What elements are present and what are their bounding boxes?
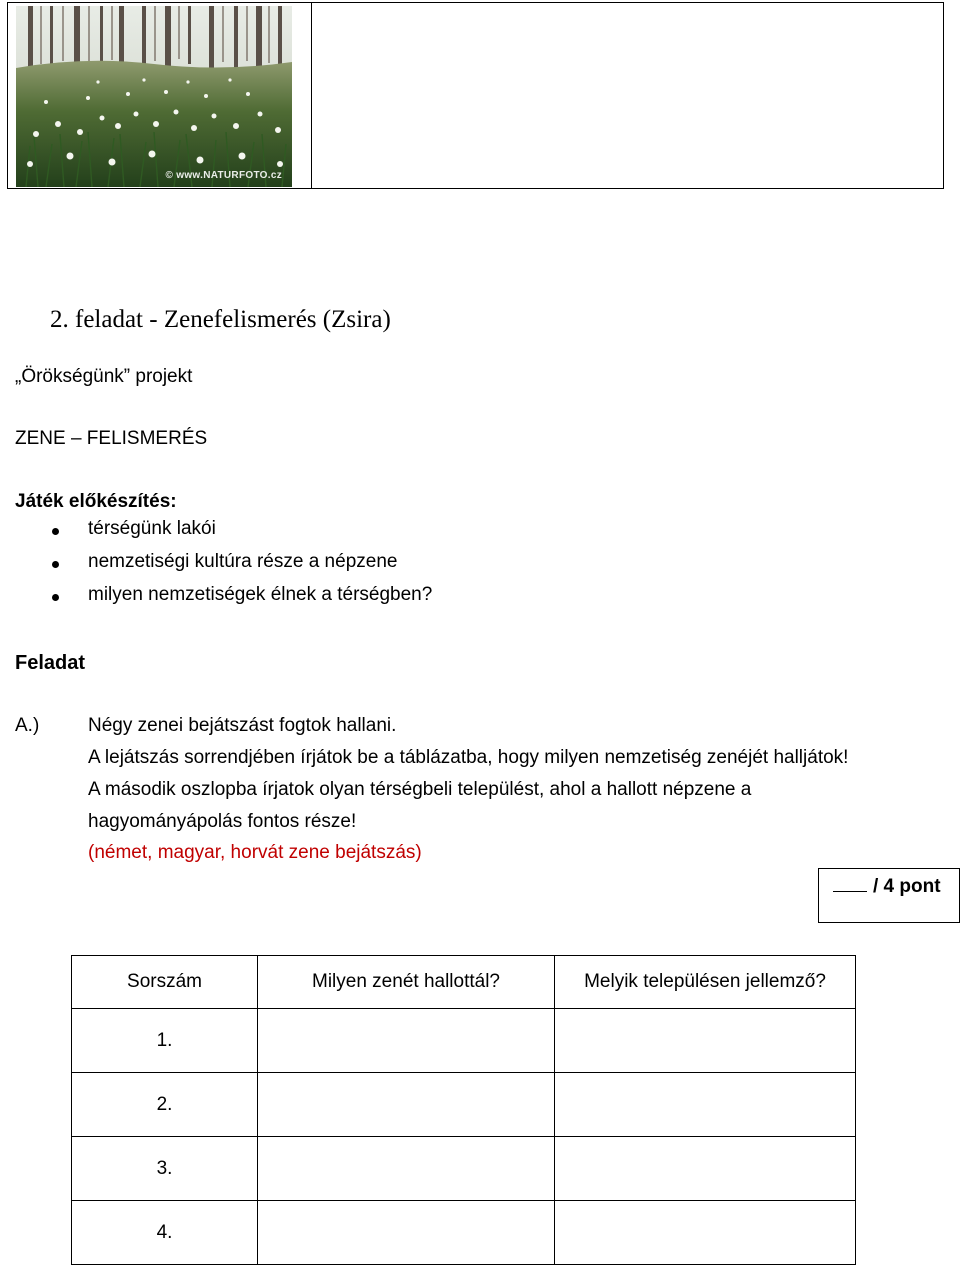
task-line: A második oszlopba írjatok olyan térségbeli települést, ahol a hallott népzene a <box>88 779 752 800</box>
list-item: nemzetiségi kultúra része a népzene <box>52 551 432 584</box>
task-note: (német, magyar, horvát zene bejátszás) <box>88 842 422 863</box>
music-cell[interactable] <box>258 1137 555 1201</box>
prep-list <box>52 518 432 617</box>
settlement-cell[interactable] <box>555 1073 856 1137</box>
prep-heading: Játék előkészítés: <box>15 491 177 512</box>
music-cell[interactable] <box>258 1201 555 1265</box>
task-heading: Feladat <box>15 652 86 674</box>
row-number: 4. <box>72 1201 258 1265</box>
table-row <box>72 1009 856 1073</box>
image-table <box>7 2 944 189</box>
settlement-cell[interactable] <box>555 1137 856 1201</box>
score-label: / 4 pont <box>873 876 941 897</box>
project-name: „Örökségünk” projekt <box>15 366 193 387</box>
snowdrop-photo <box>16 6 292 187</box>
task-line: A lejátszás sorrendjében írjátok be a táblázatba, hogy milyen nemzetiség zenéjét halljátok! <box>88 747 849 768</box>
settlement-cell[interactable] <box>555 1201 856 1265</box>
task-line: Négy zenei bejátszást fogtok hallani. <box>88 715 397 736</box>
list-item: milyen nemzetiségek élnek a térségben? <box>52 584 432 617</box>
table-header-row <box>72 956 856 1009</box>
header-cell: Sorszám <box>72 956 258 1009</box>
answer-table <box>71 955 856 1265</box>
photo-watermark: © www.NATURFOTO.cz <box>165 170 282 181</box>
music-cell[interactable] <box>258 1073 555 1137</box>
task-line: hagyományápolás fontos része! <box>88 811 357 832</box>
table-divider <box>311 3 312 188</box>
list-item: térségünk lakói <box>52 518 432 551</box>
table-row <box>72 1137 856 1201</box>
header-cell: Milyen zenét hallottál? <box>258 956 555 1009</box>
task-title: 2. feladat - Zenefelismerés (Zsira) <box>50 306 391 333</box>
row-number: 3. <box>72 1137 258 1201</box>
task-label: A.) <box>15 715 40 736</box>
music-cell[interactable] <box>258 1009 555 1073</box>
table-row <box>72 1201 856 1265</box>
row-number: 2. <box>72 1073 258 1137</box>
score-box <box>818 868 960 923</box>
settlement-cell[interactable] <box>555 1009 856 1073</box>
subtitle: ZENE – FELISMERÉS <box>15 428 208 449</box>
header-cell: Melyik településen jellemző? <box>555 956 856 1009</box>
table-row <box>72 1073 856 1137</box>
row-number: 1. <box>72 1009 258 1073</box>
score-blank[interactable] <box>833 875 867 892</box>
